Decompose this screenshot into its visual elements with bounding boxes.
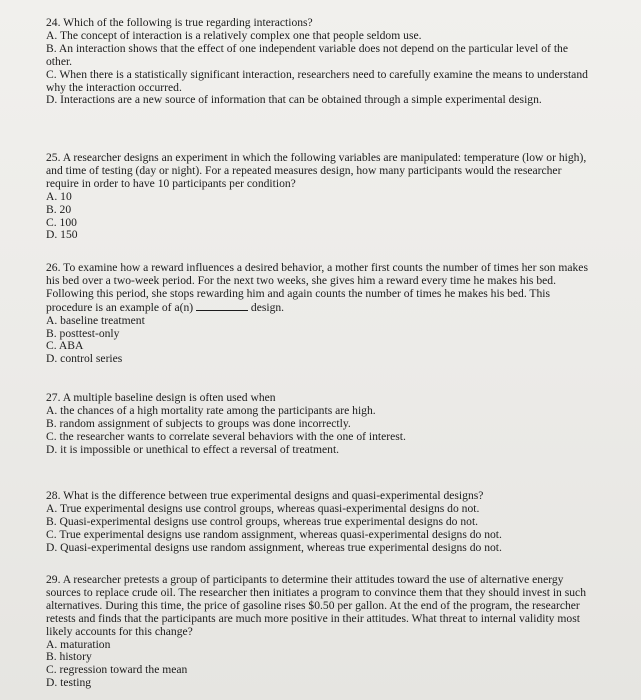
answer-option-d[interactable]: D. Quasi-experimental designs use random assignment, whereas true experimental designs do not. (46, 540, 502, 554)
question-29 (46, 574, 594, 690)
answer-option-c[interactable]: C. regression toward the mean (46, 663, 188, 677)
question-stem-end: design. (248, 300, 285, 314)
answer-option-c[interactable]: C. When there is a statistically significant interaction, researchers need to carefully examine the means to understand why the interaction occurred. (46, 67, 588, 94)
answer-option-d[interactable]: D. it is impossible or unethical to effect a reversal of treatment. (46, 442, 340, 456)
question-stem: 27. A multiple baseline design is often used when (46, 391, 276, 404)
answer-option-b[interactable]: B. history (46, 650, 92, 664)
answer-option-c[interactable]: C. True experimental designs use random assignment, whereas quasi-experimental designs do not. (46, 527, 502, 541)
question-28 (46, 490, 594, 555)
answer-option-c[interactable]: C. the researcher wants to correlate several behaviors with the one of interest. (46, 429, 406, 443)
question-27 (46, 392, 594, 457)
answer-option-b[interactable]: B. An interaction shows that the effect of one independent variable does not depend on the particular level of the other. (46, 41, 568, 68)
answer-option-a[interactable]: A. baseline treatment (46, 313, 145, 327)
question-24 (46, 17, 594, 107)
answer-option-b[interactable]: B. 20 (46, 202, 72, 216)
answer-option-a[interactable]: A. the chances of a high mortality rate among the participants are high. (46, 403, 376, 417)
question-26 (46, 262, 594, 366)
answer-option-b[interactable]: B. Quasi-experimental designs use control groups, whereas true experimental designs do not. (46, 514, 479, 528)
answer-option-d[interactable]: D. testing (46, 676, 92, 690)
fill-in-blank (196, 301, 248, 311)
answer-option-c[interactable]: C. ABA (46, 339, 84, 353)
question-stem: 28. What is the difference between true experimental designs and quasi-experimental designs? (46, 489, 484, 502)
answer-option-a[interactable]: A. True experimental designs use control groups, whereas quasi-experimental designs do not. (46, 501, 480, 515)
question-stem: 29. A researcher pretests a group of participants to determine their attitudes toward the use of alternative energy sources to replace crude oil. The researcher then initiates a program to convince them that they should invest in such alternatives. During this time, the price of gasoline rises $0.50 per gallon. At the end of the program, the researcher retests and finds that the participants are much more positive in their attitudes. What threat to internal validity most likely accounts for this change? (46, 573, 587, 638)
question-stem (46, 262, 594, 315)
answer-option-a[interactable]: A. maturation (46, 637, 111, 651)
question-stem: 24. Which of the following is true regarding interactions? (46, 16, 313, 29)
answer-option-a[interactable]: A. 10 (46, 189, 72, 203)
question-stem: 25. A researcher designs an experiment in which the following variables are manipulated: temperature (low or high), and time of testing (day or night). For a repeated measures design, how many participants would the researcher require in order to have 10 participants per condition? (46, 151, 587, 190)
answer-option-d[interactable]: D. control series (46, 352, 123, 366)
answer-option-c[interactable]: C. 100 (46, 215, 77, 229)
answer-option-d[interactable]: D. 150 (46, 228, 78, 242)
answer-option-b[interactable]: B. posttest-only (46, 326, 120, 340)
question-25 (46, 152, 594, 242)
answer-option-b[interactable]: B. random assignment of subjects to groups was done incorrectly. (46, 416, 351, 430)
answer-option-a[interactable]: A. The concept of interaction is a relatively complex one that people seldom use. (46, 28, 422, 42)
answer-option-d[interactable]: D. Interactions are a new source of information that can be obtained through a simple experimental design. (46, 93, 542, 107)
question-stem-text: 26. To examine how a reward influences a desired behavior, a mother first counts the number of times her son makes his bed over a two-week period. For the next two weeks, she gives him a reward every time he makes his bed. Following this period, she stops rewarding him and again counts the number of times he makes his bed. This procedure is an example of a(n) (46, 261, 588, 314)
